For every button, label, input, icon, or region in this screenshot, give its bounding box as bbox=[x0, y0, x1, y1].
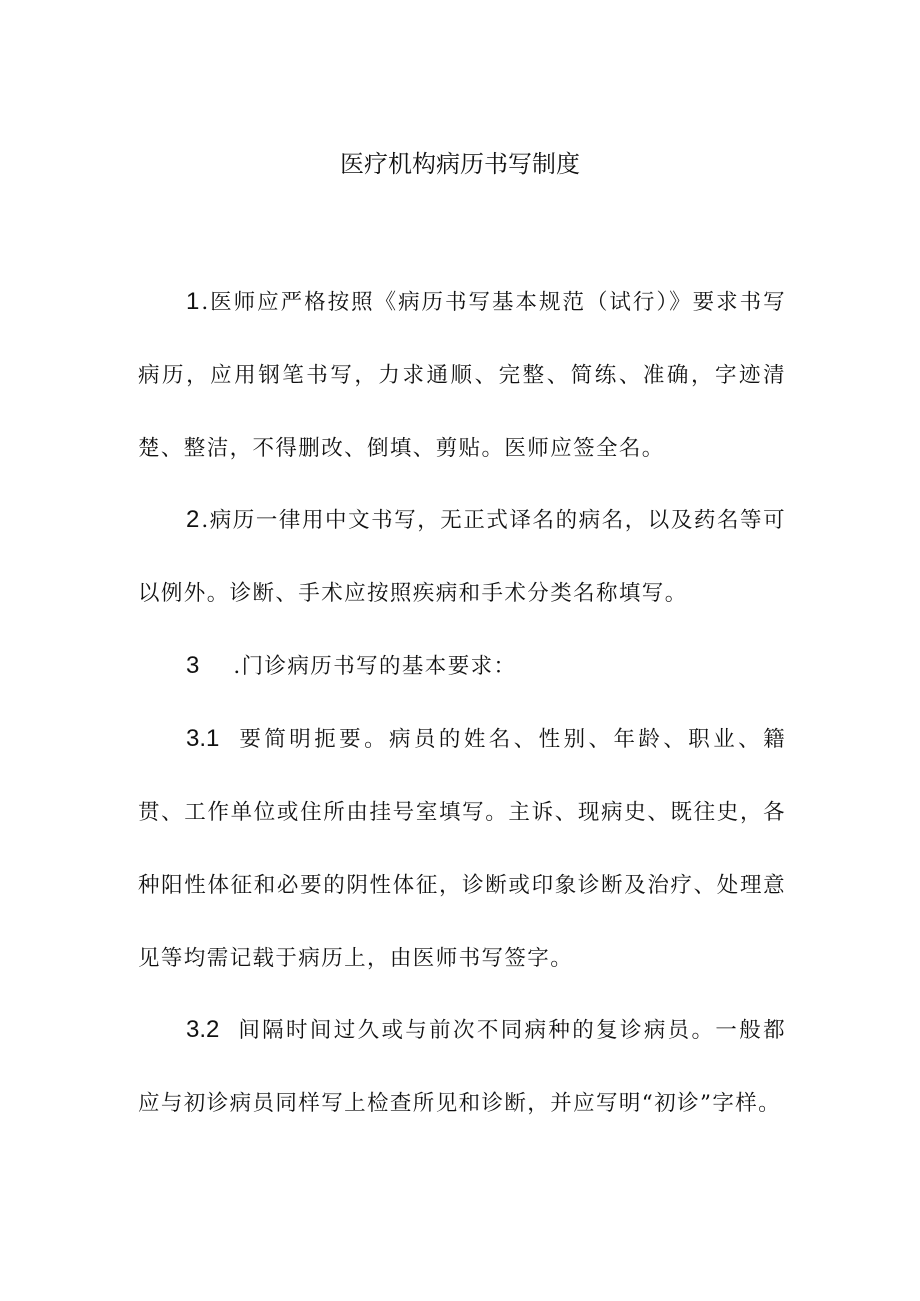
paragraph-2-number: 2 bbox=[186, 506, 200, 533]
paragraph-1-number: 1 bbox=[186, 288, 200, 315]
paragraph-3-2 bbox=[138, 993, 786, 1140]
paragraph-3 bbox=[138, 629, 786, 703]
paragraph-2 bbox=[138, 483, 786, 630]
paragraph-3-number: 3 bbox=[186, 652, 200, 679]
paragraph-3-1-text: 要简明扼要。病员的姓名、性别、年龄、职业、籍贯、工作单位或住所由挂号室填写。主诉、现病史、既往史，各种阳性体征和必要的阴性体征，诊断或印象诊断及治疗、处理意见等均需记载于病历上，由医师书写签字。 bbox=[138, 727, 786, 971]
paragraph-3-2-number: 3.2 bbox=[186, 1016, 220, 1043]
paragraph-1-text: .医师应严格按照《病历书写基本规范（试行）》要求书写病历，应用钢笔书写，力求通顺、完整、简练、准确，字迹清楚、整洁，不得删改、倒填、剪贴。医师应签全名。 bbox=[138, 290, 786, 461]
paragraph-3-1-number: 3.1 bbox=[186, 725, 220, 752]
paragraph-1 bbox=[138, 265, 786, 485]
paragraph-3-1 bbox=[138, 702, 786, 995]
paragraph-3-text: .门诊病历书写的基本要求： bbox=[233, 654, 517, 679]
paragraph-3-2-text: 间隔时间过久或与前次不同病种的复诊病员。一般都应与初诊病员同样写上检查所见和诊断，并应写明“初诊”字样。 bbox=[138, 1018, 786, 1116]
document-title: 医疗机构病历书写制度 bbox=[340, 150, 580, 178]
paragraph-2-text: .病历一律用中文书写，无正式译名的病名，以及药名等可以例外。诊断、手术应按照疾病和手术分类名称填写。 bbox=[138, 508, 786, 606]
